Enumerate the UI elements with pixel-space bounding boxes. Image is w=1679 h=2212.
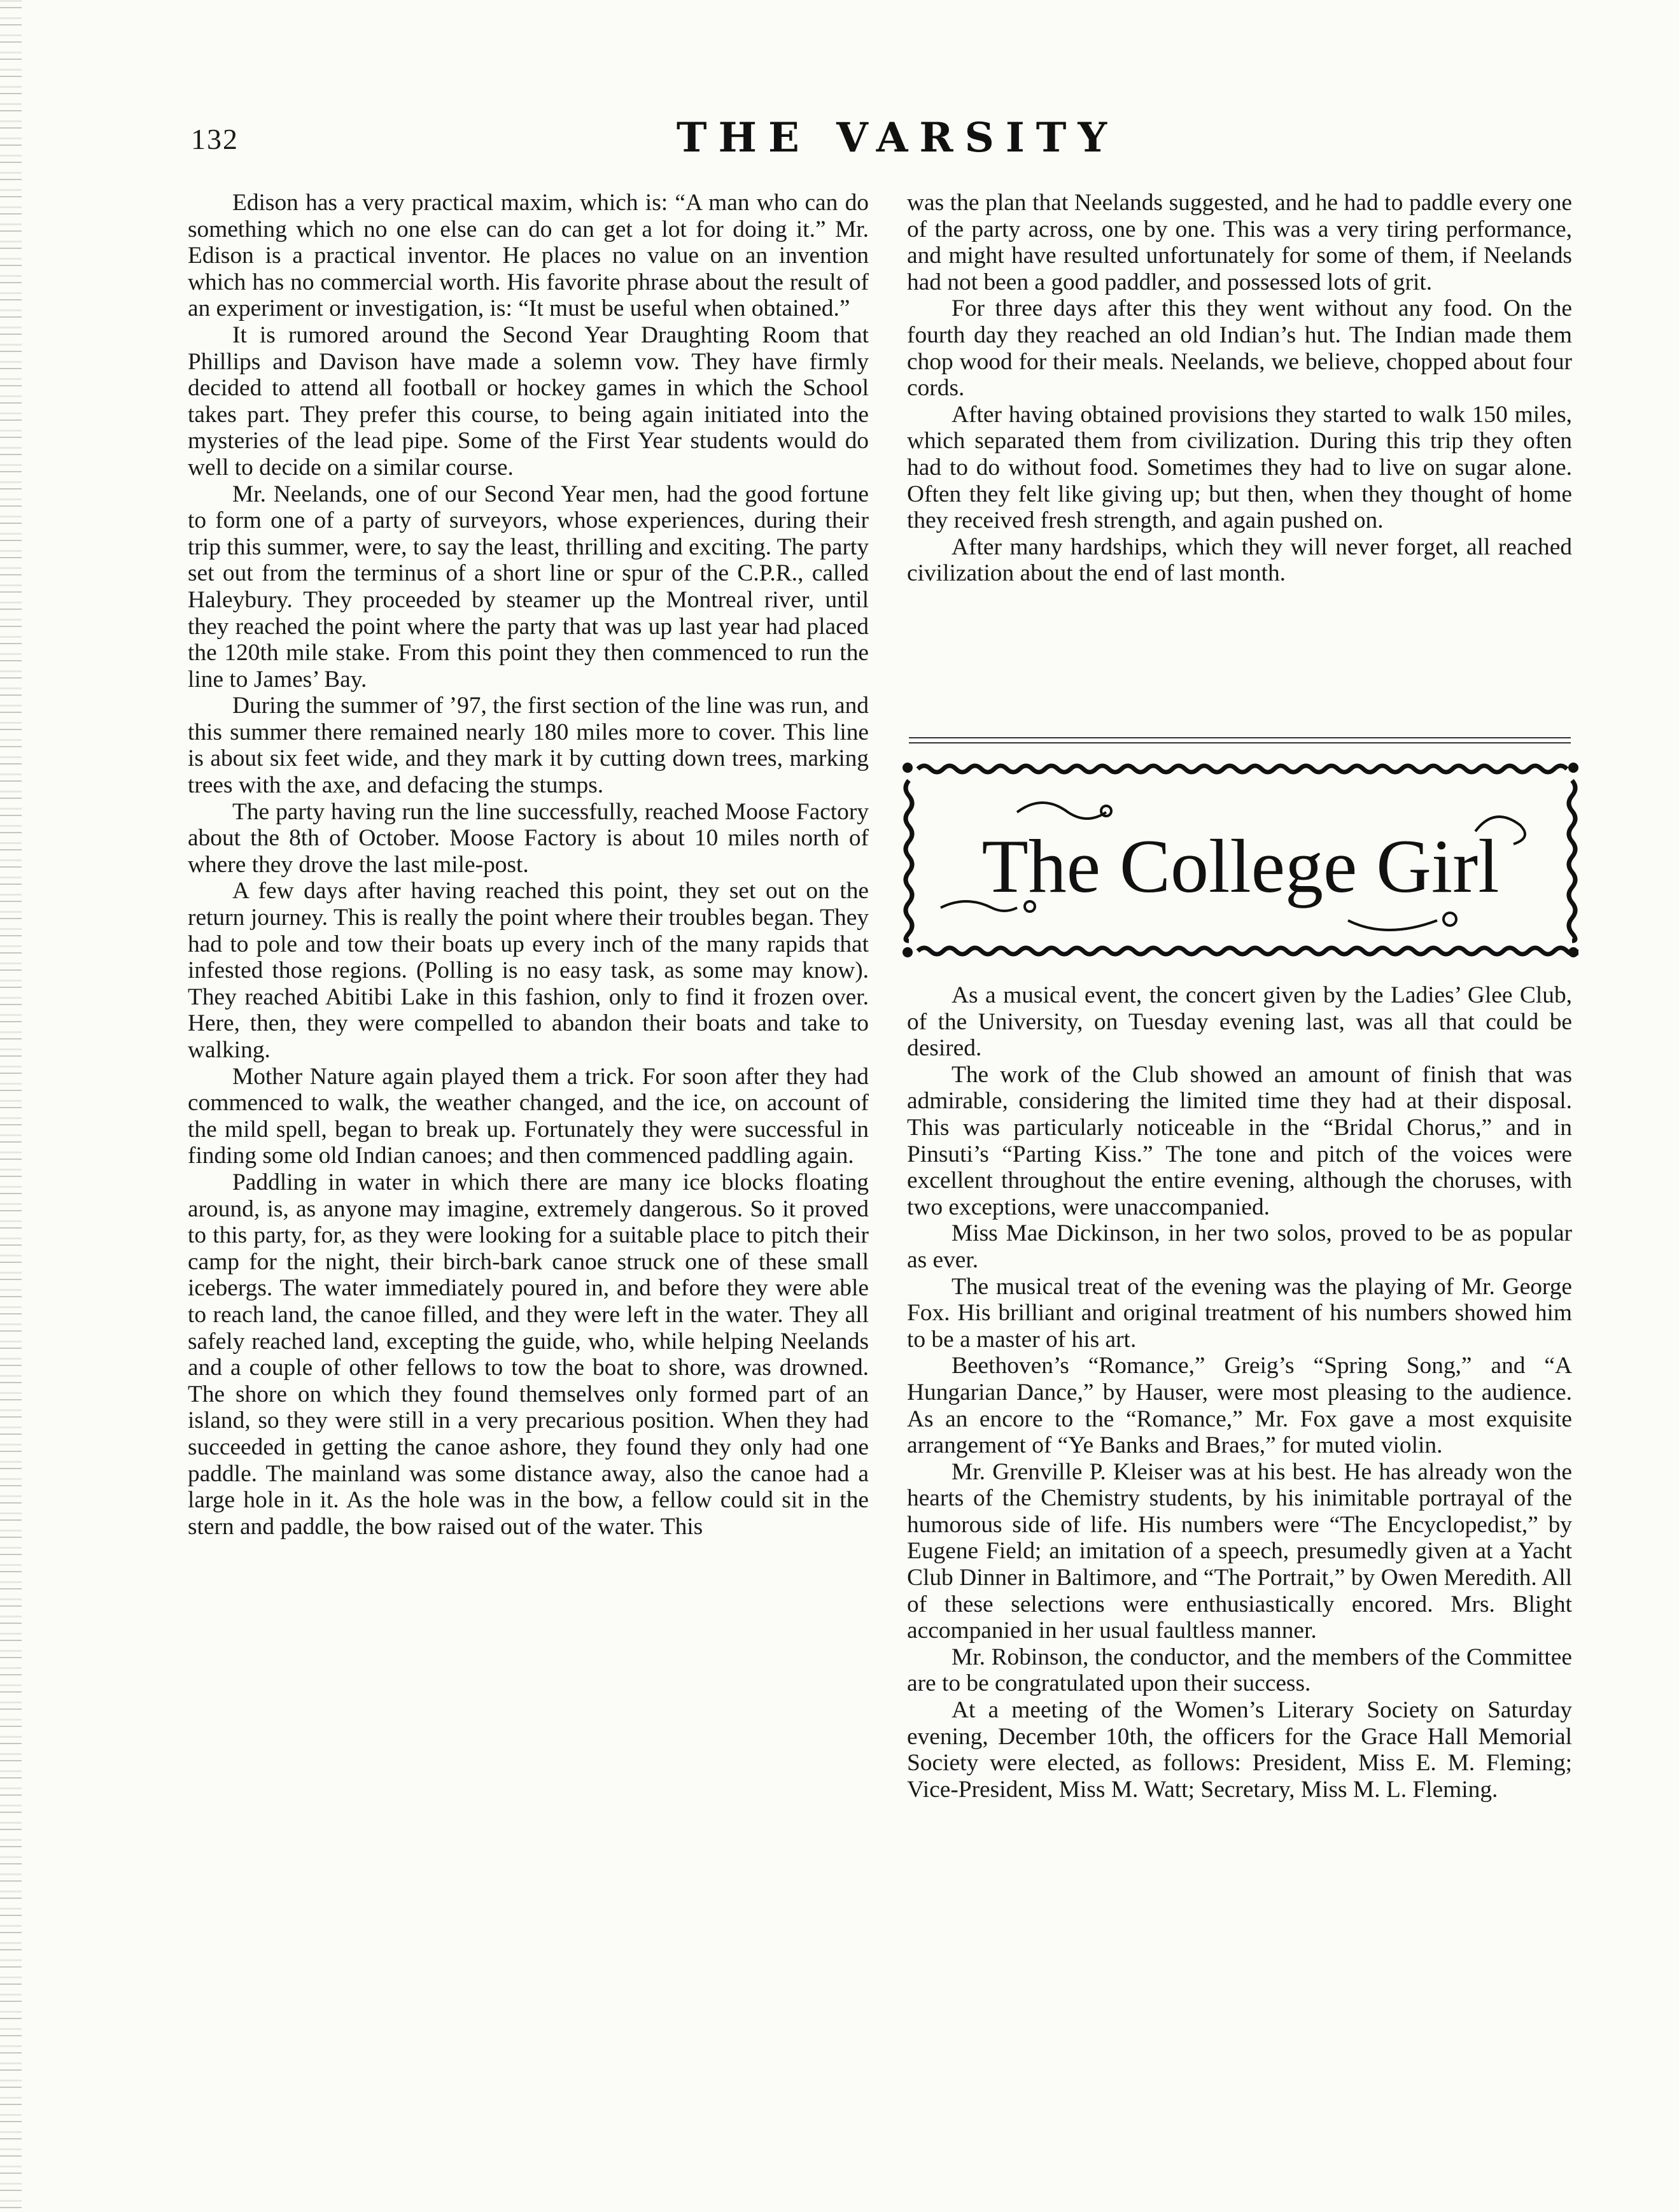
right-column-top bbox=[907, 190, 1572, 587]
masthead-title: THE VARSITY bbox=[676, 114, 1119, 162]
paragraph: As a musical event, the concert given by the Ladies’ Glee Club, of the University, on Tuesday evening last, was all that could be desired. bbox=[907, 982, 1572, 1062]
paragraph: After having obtained provisions they started to walk 150 miles, which separated them from civilization. During this trip they often had to do without food. Sometimes they had to live on sugar alone. Often they felt like giving up; but then, when they thought of home they received fresh strength, and again pushed on. bbox=[907, 401, 1572, 534]
paragraph: It is rumored around the Second Year Draughting Room that Phillips and Davison have made a solemn vow. They have firmly decided to attend all football or hockey games in which the School takes part. They prefer this course, to being again initiated into the mysteries of the lead pipe. Some of the First Year students would do well to decide on a similar course. bbox=[188, 321, 869, 481]
paragraph: Beethoven’s “Romance,” Greig’s “Spring Song,” and “A Hungarian Dance,” by Hauser, were most pleasing to the audience. As an encore to the “Romance,” Mr. Fox gave a most exquisite arrangement of “Ye Banks and Braes,” for muted violin. bbox=[907, 1353, 1572, 1459]
paragraph: Mr. Robinson, the conductor, and the members of the Committee are to be congratulated upon their success. bbox=[907, 1644, 1572, 1697]
paragraph: Mr. Grenville P. Kleiser was at his best. He has already won the hearts of the Chemistry students, by his inimitable portrayal of the humorous side of life. His numbers were “The Encyclopedist,” by Eugene Field; an imitation of a speech, presumedly given at a Yacht Club Dinner in Baltimore, and “The Portrait,” by Owen Meredith. All of these selections were enthusiastically encored. Mrs. Blight accompanied in her usual faultless manner. bbox=[907, 1458, 1572, 1644]
paragraph: For three days after this they went without any food. On the fourth day they reached an old Indian’s hut. The Indian made them chop wood for their meals. Neelands, we believe, chopped about four cords. bbox=[907, 295, 1572, 402]
paragraph: Edison has a very practical maxim, which is: “A man who can do something which no one else can do can get a lot for doing it.” Mr. Edison is a practical inventor. He places no value on an invention which has no commercial worth. His favorite phrase about the result of an experiment or investigation, is: “It must be useful when obtained.” bbox=[188, 190, 869, 322]
page-number: 132 bbox=[191, 123, 239, 155]
paragraph: During the summer of ’97, the first section of the line was run, and this summer there remained nearly 180 miles more to cover. This line is about six feet wide, and they mark it by cutting down trees, marking trees with the axe, and defacing the stumps. bbox=[188, 693, 869, 799]
paragraph: was the plan that Neelands suggested, and he had to paddle every one of the party across, one by one. This was a very tiring performance, and might have resulted unfortunately for some of them, if Neelands had not been a good paddler, and possessed lots of grit. bbox=[907, 190, 1572, 295]
paragraph: The musical treat of the evening was the playing of Mr. George Fox. His brilliant and original treatment of his numbers showed him to be a master of his art. bbox=[907, 1273, 1572, 1353]
section-heading-frame bbox=[903, 761, 1578, 959]
section-heading-title: The College Girl bbox=[981, 824, 1500, 908]
paragraph: The party having run the line successfully, reached Moose Factory about the 8th of October. Moose Factory is about 10 miles north of where they drove the last mile-post. bbox=[188, 798, 869, 878]
paragraph: After many hardships, which they will never forget, all reached civilization about the end of last month. bbox=[907, 533, 1572, 587]
paragraph: At a meeting of the Women’s Literary Society on Saturday evening, December 10th, the officers for the Grace Hall Memorial Society were elected, as follows: President, Miss E. M. Fleming; Vice-President, Miss M. Watt; Secretary, Miss M. L. Fleming. bbox=[907, 1697, 1572, 1803]
section-divider-rule bbox=[909, 742, 1571, 743]
paragraph: Miss Mae Dickinson, in her two solos, proved to be as popular as ever. bbox=[907, 1220, 1572, 1273]
paragraph: Mr. Neelands, one of our Second Year men, had the good fortune to form one of a party of surveyors, whose experiences, during their trip this summer, were, to say the least, thrilling and exciting. The party set out from the terminus of a short line or spur of the C.P.R., called Haleybury. They proceeded by steamer up the Montreal river, until they reached the point where the party that was up last year had placed the 120th mile stake. From this point they then commenced to run the line to James’ Bay. bbox=[188, 481, 869, 693]
paragraph: A few days after having reached this point, they set out on the return journey. This is really the point where their troubles began. They had to pole and tow their boats up every inch of the many rapids that infested those regions. (Polling is no easy task, as some may know). They reached Abitibi Lake in this fashion, only to find it frozen over. Here, then, they were compelled to abandon their boats and take to walking. bbox=[188, 878, 869, 1063]
paragraph: The work of the Club showed an amount of finish that was admirable, considering the limited time they had at their disposal. This was particularly noticeable in the “Bridal Chorus,” and in Pinsuti’s “Parting Kiss.” The tone and pitch of the voices were excellent throughout the entire evening, although the choruses, with two exceptions, were unaccompanied. bbox=[907, 1061, 1572, 1220]
right-column-bottom bbox=[907, 982, 1572, 1803]
paragraph: Paddling in water in which there are many ice blocks floating around, is, as anyone may imagine, extremely dangerous. So it proved to this party, for, as they were looking for a suitable place to pitch their camp for the night, their birch-bark canoe struck one of these small icebergs. The water immediately poured in, and before they were able to reach land, the canoe filled, and they were left in the water. They all safely reached land, excepting the guide, who, while helping Neelands and a couple of other fellows to tow the boat to shore, was drowned. The shore on which they found themselves only formed part of an island, so they were still in a very precarious position. When they had succeeded in getting the canoe ashore, they found they only had one paddle. The mainland was some distance away, also the canoe had a large hole in it. As the hole was in the bow, a fellow could sit in the stern and paddle, the bow raised out of the water. This bbox=[188, 1169, 869, 1540]
page-binding-edge bbox=[0, 0, 22, 2212]
left-column bbox=[188, 190, 869, 1540]
paragraph: Mother Nature again played them a trick. For soon after they had commenced to walk, the weather changed, and the ice, on account of the mild spell, began to break up. Fortunately they were successful in finding some old Indian canoes; and then commenced paddling again. bbox=[188, 1063, 869, 1169]
section-divider-rule bbox=[909, 737, 1571, 738]
